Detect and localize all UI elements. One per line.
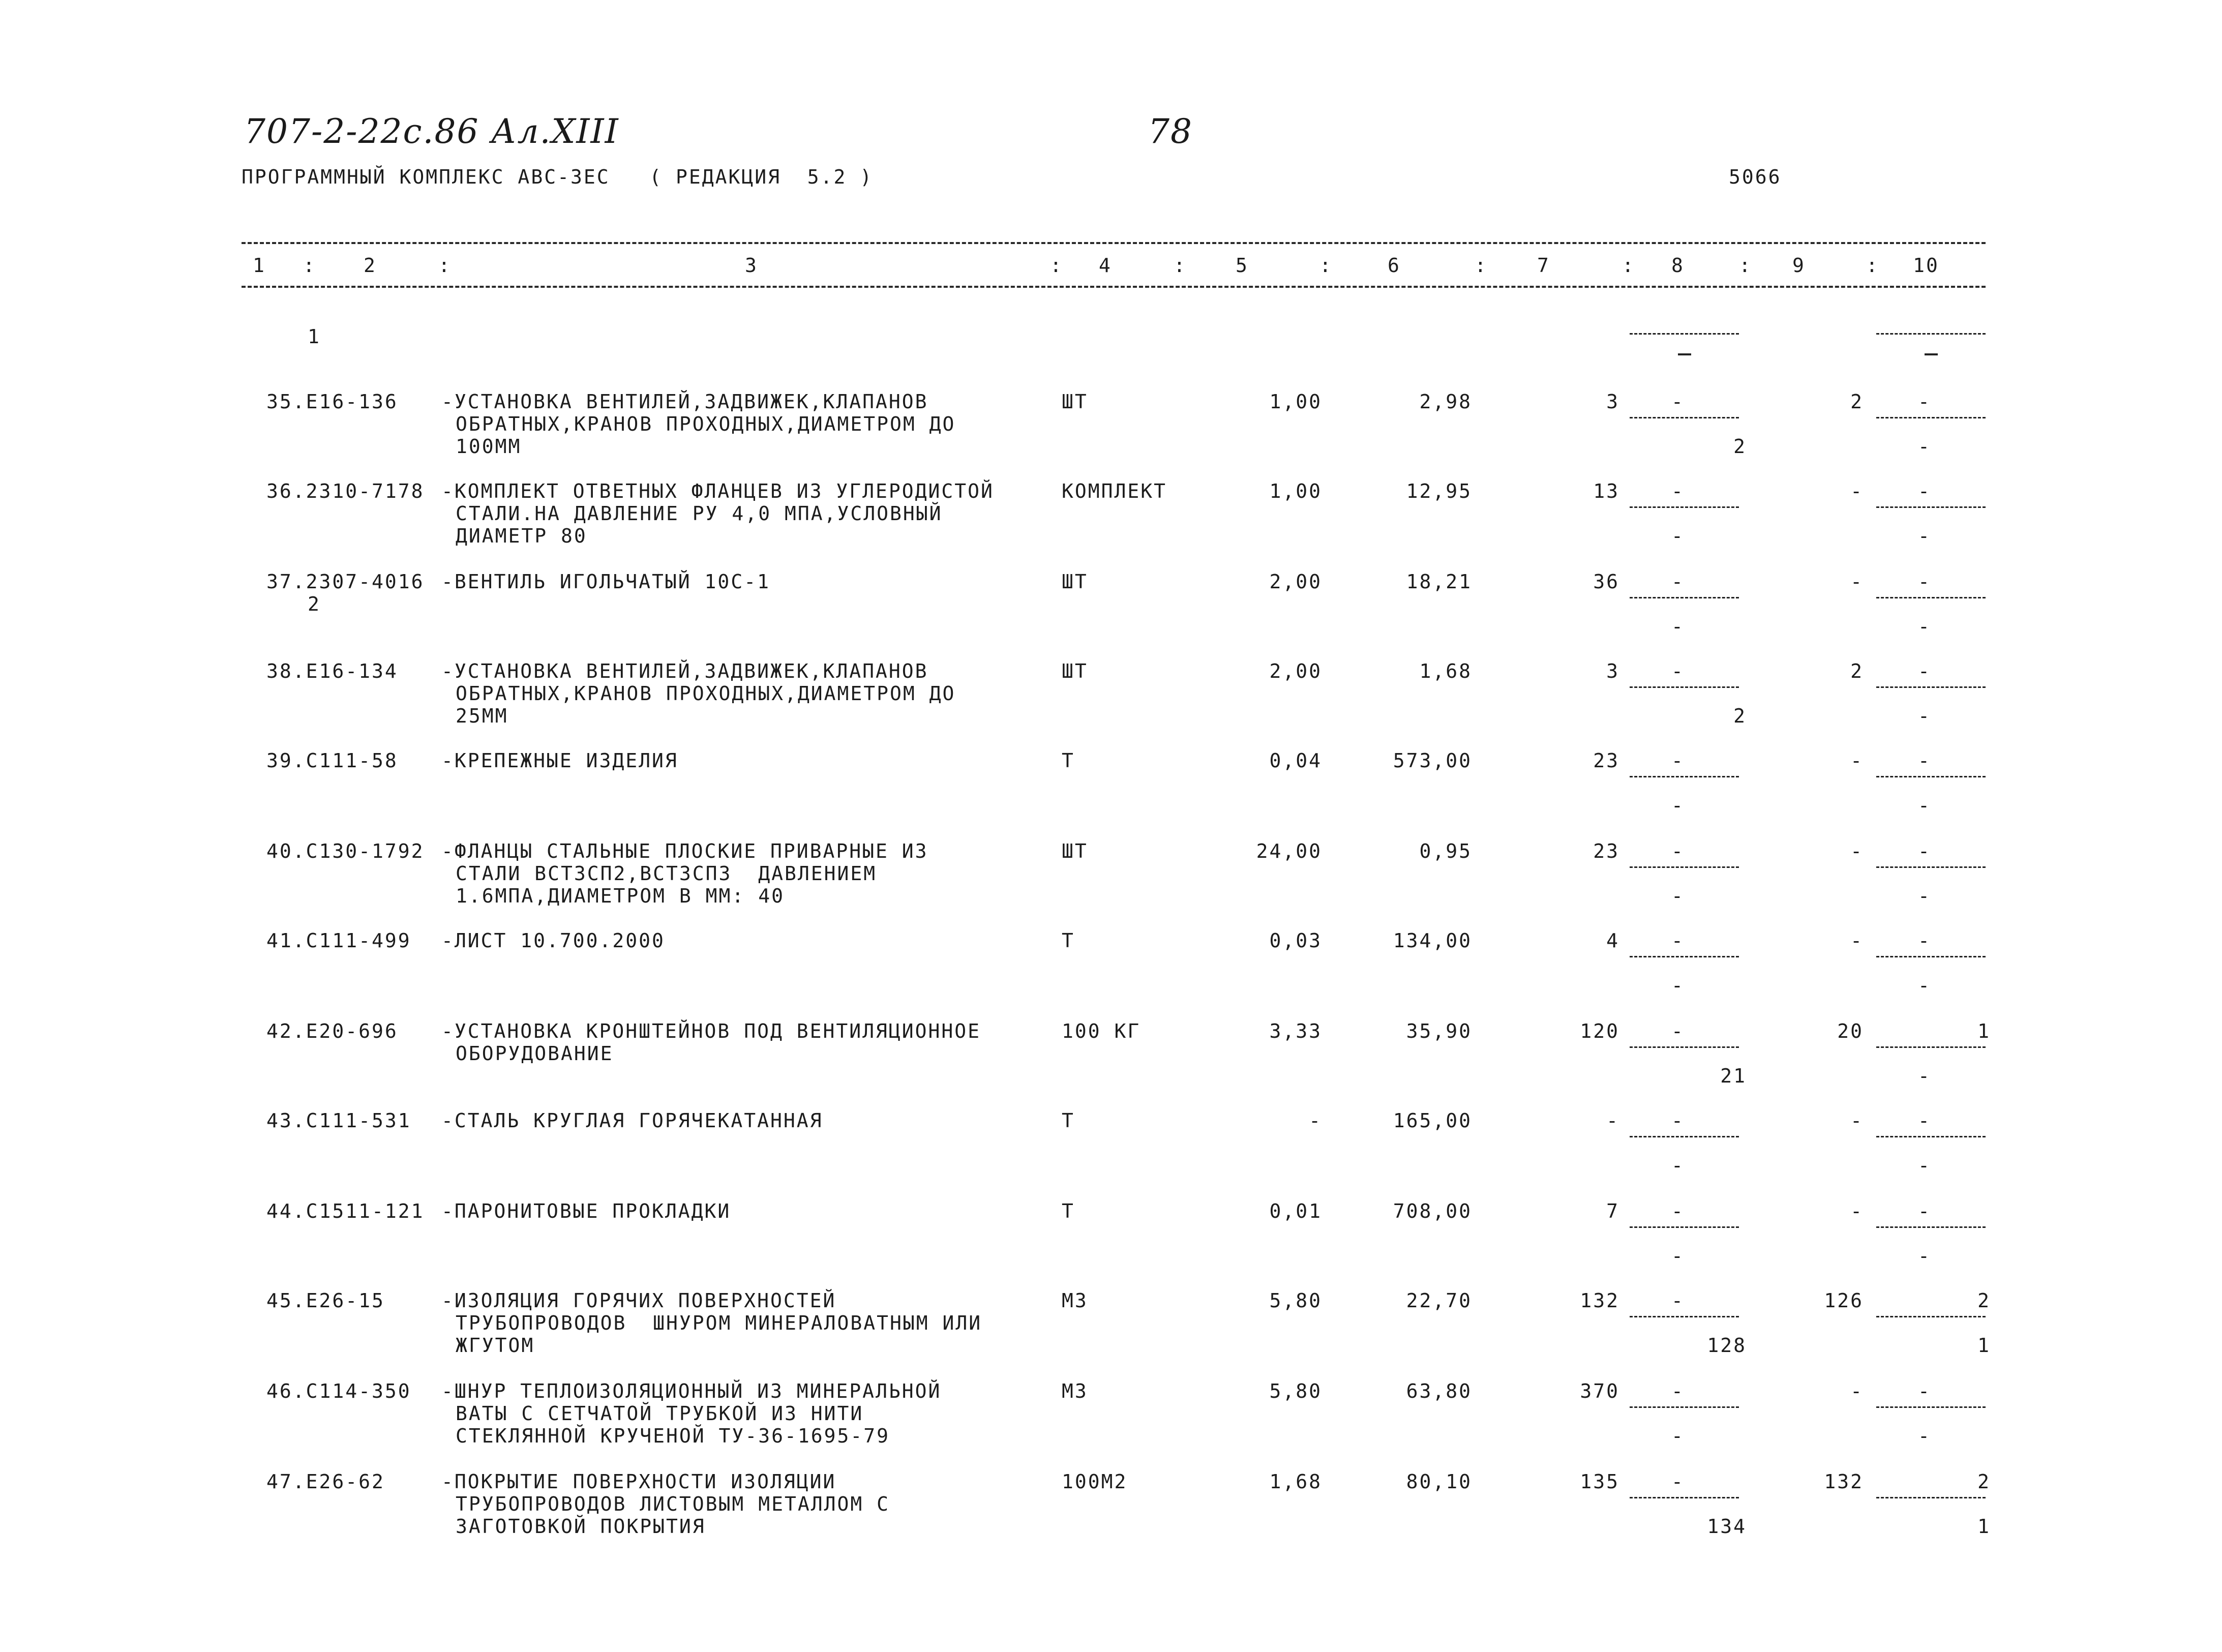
row-col8-bottom: 2 [1733, 435, 1747, 458]
row-description-line: -ФЛАНЦЫ СТАЛЬНЫЕ ПЛОСКИЕ ПРИВАРНЫЕ ИЗ [441, 840, 928, 862]
table-header-rule [242, 286, 1986, 288]
row-col10-top: - [1918, 1380, 1931, 1402]
row-col8-divider [1630, 1046, 1739, 1048]
row-col10-divider [1876, 866, 1986, 868]
row-col9: - [1850, 1380, 1864, 1402]
column-separator: : [1174, 254, 1187, 277]
row-col10-bottom: - [1918, 1065, 1931, 1087]
row-price: 708,00 [1393, 1200, 1472, 1222]
column-separator: : [1622, 254, 1635, 277]
row-description-line: ОБРАТНЫХ,КРАНОВ ПРОХОДНЫХ,ДИАМЕТРОМ ДО [456, 682, 956, 705]
row-unit: Т [1062, 1200, 1075, 1222]
row-cost-total: 4 [1606, 929, 1619, 952]
row-code: 43.С111-531 [266, 1109, 411, 1132]
row-description-line: -УСТАНОВКА КРОНШТЕЙНОВ ПОД ВЕНТИЛЯЦИОННОЕ [441, 1020, 981, 1042]
row-col10-bottom: 1 [1977, 1515, 1991, 1538]
top-marker-col10-dash [1925, 353, 1938, 355]
row-col10-bottom: - [1918, 974, 1931, 997]
row-col8-bottom: 2 [1733, 705, 1747, 727]
row-col8-bottom: - [1671, 1154, 1685, 1177]
column-number-header: 4 [1099, 254, 1112, 277]
row-col10-bottom: - [1918, 1425, 1931, 1447]
sheet-code: 5066 [1729, 166, 1782, 188]
row-price: 18,21 [1406, 570, 1472, 593]
row-price: 12,95 [1406, 480, 1472, 502]
row-cost-total: - [1606, 1109, 1619, 1132]
row-col8-top: - [1671, 570, 1685, 593]
row-col10-top: - [1918, 660, 1931, 682]
column-separator: : [303, 254, 316, 277]
row-unit: ШТ [1062, 660, 1088, 682]
row-col10-top: - [1918, 749, 1931, 772]
row-description-line: ТРУБОПРОВОДОВ ШНУРОМ МИНЕРАЛОВАТНЫМ ИЛИ [456, 1312, 982, 1334]
column-separator: : [1739, 254, 1752, 277]
row-col10-divider [1876, 1406, 1986, 1408]
row-col10-bottom: - [1918, 794, 1931, 817]
row-unit: Т [1062, 749, 1075, 772]
row-unit: М3 [1062, 1289, 1088, 1312]
row-col8-divider [1630, 1406, 1739, 1408]
row-col10-top: - [1918, 570, 1931, 593]
row-cost-total: 3 [1606, 660, 1619, 682]
row-description-line: -ЛИСТ 10.700.2000 [441, 929, 665, 952]
row-cost-total: 120 [1580, 1020, 1619, 1042]
row-quantity: 5,80 [1269, 1289, 1322, 1312]
row-code: 36.2310-7178 [266, 480, 425, 502]
row-description-line: 25ММ [456, 705, 508, 727]
row-cost-total: 7 [1606, 1200, 1619, 1222]
row-col10-top: 2 [1977, 1289, 1991, 1312]
row-code: 46.С114-350 [266, 1380, 411, 1402]
row-price: 165,00 [1393, 1109, 1472, 1132]
row-description-line: СТАЛИ ВСТ3СП2,ВСТ3СП3 ДАВЛЕНИЕМ [456, 862, 877, 885]
row-unit: Т [1062, 929, 1075, 952]
row-description-line: -КРЕПЕЖНЫЕ ИЗДЕЛИЯ [441, 749, 678, 772]
row-description-line: -УСТАНОВКА ВЕНТИЛЕЙ,ЗАДВИЖЕК,КЛАПАНОВ [441, 391, 928, 413]
row-col9: - [1850, 480, 1864, 502]
row-col10-bottom: - [1918, 1245, 1931, 1267]
row-description-line: ЖГУТОМ [456, 1334, 535, 1357]
row-description-line: -СТАЛЬ КРУГЛАЯ ГОРЯЧЕКАТАННАЯ [441, 1109, 823, 1132]
row-col9: 126 [1824, 1289, 1864, 1312]
row-col10-divider [1876, 1316, 1986, 1317]
row-price: 134,00 [1393, 929, 1472, 952]
row-price: 1,68 [1419, 660, 1472, 682]
row-quantity: - [1309, 1109, 1322, 1132]
row-col8-divider [1630, 417, 1739, 418]
row-col10-divider [1876, 956, 1986, 957]
row-price: 80,10 [1406, 1470, 1472, 1493]
row-col10-bottom: - [1918, 435, 1931, 458]
row-col9: 132 [1824, 1470, 1864, 1493]
row-price: 573,00 [1393, 749, 1472, 772]
row-col8-top: - [1671, 1470, 1685, 1493]
top-marker-col8-dash [1678, 353, 1691, 355]
column-number-header: 9 [1792, 254, 1806, 277]
row-col8-bottom: 21 [1720, 1065, 1747, 1087]
row-unit: КОМПЛЕКТ [1062, 480, 1167, 502]
column-separator: : [1866, 254, 1879, 277]
row-col8-top: - [1671, 1020, 1685, 1042]
row-col8-divider [1630, 866, 1739, 868]
row-quantity: 3,33 [1269, 1020, 1322, 1042]
row-col8-top: - [1671, 1109, 1685, 1132]
row-col8-top: - [1671, 391, 1685, 413]
row-code: 41.С111-499 [266, 929, 411, 952]
column-separator: : [1475, 254, 1488, 277]
row-col8-divider [1630, 1226, 1739, 1228]
column-number-header: 5 [1236, 254, 1249, 277]
row-description-line: ДИАМЕТР 80 [456, 525, 587, 547]
row-col8-top: - [1671, 840, 1685, 862]
row-col10-divider [1876, 1497, 1986, 1498]
row-cost-total: 135 [1580, 1470, 1619, 1493]
row-quantity: 2,00 [1269, 570, 1322, 593]
row-description-line: -ПОКРЫТИЕ ПОВЕРХНОСТИ ИЗОЛЯЦИИ [441, 1470, 836, 1493]
row-col10-bottom: - [1918, 705, 1931, 727]
row-col8-bottom: - [1671, 525, 1685, 547]
row-cost-total: 23 [1593, 840, 1619, 862]
row-description-line: -УСТАНОВКА ВЕНТИЛЕЙ,ЗАДВИЖЕК,КЛАПАНОВ [441, 660, 928, 682]
row-col8-top: - [1671, 1289, 1685, 1312]
row-col10-divider [1876, 1226, 1986, 1228]
row-col10-bottom: - [1918, 525, 1931, 547]
row-unit: Т [1062, 1109, 1075, 1132]
row-col10-top: - [1918, 840, 1931, 862]
row-col10-divider [1876, 417, 1986, 418]
row-col8-top: - [1671, 660, 1685, 682]
row-unit: ШТ [1062, 570, 1088, 593]
row-code: 39.С111-58 [266, 749, 398, 772]
row-col9: - [1850, 749, 1864, 772]
row-col10-divider [1876, 506, 1986, 508]
row-description-line: -ШНУР ТЕПЛОИЗОЛЯЦИОННЫЙ ИЗ МИНЕРАЛЬНОЙ [441, 1380, 942, 1402]
row-unit: ШТ [1062, 391, 1088, 413]
row-price: 2,98 [1419, 391, 1472, 413]
row-price: 63,80 [1406, 1380, 1472, 1402]
column-number-header: 7 [1537, 254, 1550, 277]
row-description-line: СТЕКЛЯННОЙ КРУЧЕНОЙ ТУ-36-1695-79 [456, 1425, 890, 1447]
row-col10-top: - [1918, 1200, 1931, 1222]
row-code: 47.Е26-62 [266, 1470, 385, 1493]
row-col8-bottom: - [1671, 974, 1685, 997]
top-marker-col8-line [1630, 333, 1739, 335]
row-code: 44.С1511-121 [266, 1200, 425, 1222]
column-number-header: 8 [1671, 254, 1685, 277]
row-price: 22,70 [1406, 1289, 1472, 1312]
top-marker-col1: 1 [308, 325, 321, 348]
row-col9: - [1850, 1109, 1864, 1132]
row-col8-divider [1630, 686, 1739, 688]
row-col10-divider [1876, 1046, 1986, 1048]
top-marker-col10-line [1876, 333, 1986, 335]
row-description-line: ВАТЫ С СЕТЧАТОЙ ТРУБКОЙ ИЗ НИТИ [456, 1402, 864, 1425]
row-col9: - [1850, 929, 1864, 952]
row-col8-divider [1630, 1497, 1739, 1498]
row-unit: 100 КГ [1062, 1020, 1141, 1042]
row-description-line: 1.6МПА,ДИАМЕТРОМ В ММ: 40 [456, 885, 785, 907]
row-cost-total: 3 [1606, 391, 1619, 413]
row-col10-bottom: - [1918, 885, 1931, 907]
row-quantity: 0,03 [1269, 929, 1322, 952]
handwritten-code: 707-2-22с.86 Ал.XIII [244, 112, 619, 151]
row-col8-top: - [1671, 1380, 1685, 1402]
row-code: 40.С130-1792 [266, 840, 425, 862]
row-col10-bottom: 1 [1977, 1334, 1991, 1357]
row-col10-top: - [1918, 391, 1931, 413]
row-cost-total: 36 [1593, 570, 1619, 593]
row-col10-top: 2 [1977, 1470, 1991, 1493]
row-col8-bottom: - [1671, 615, 1685, 638]
row-col8-top: - [1671, 1200, 1685, 1222]
column-separator: : [1319, 254, 1333, 277]
row-col10-top: - [1918, 1109, 1931, 1132]
row-col8-divider [1630, 956, 1739, 957]
row-quantity: 5,80 [1269, 1380, 1322, 1402]
row-code-continuation: 2 [308, 593, 321, 615]
row-col9: 20 [1837, 1020, 1864, 1042]
row-col9: - [1850, 840, 1864, 862]
row-unit: М3 [1062, 1380, 1088, 1402]
row-col8-bottom: - [1671, 794, 1685, 817]
row-col8-divider [1630, 506, 1739, 508]
row-col8-divider [1630, 776, 1739, 777]
row-cost-total: 370 [1580, 1380, 1619, 1402]
row-col10-top: - [1918, 480, 1931, 502]
row-description-line: ТРУБОПРОВОДОВ ЛИСТОВЫМ МЕТАЛЛОМ С [456, 1493, 890, 1515]
column-number-header: 1 [253, 254, 266, 277]
row-col8-bottom: - [1671, 1245, 1685, 1267]
row-unit: 100М2 [1062, 1470, 1128, 1493]
row-description-line: СТАЛИ.НА ДАВЛЕНИЕ РУ 4,0 МПА,УСЛОВНЫЙ [456, 502, 943, 525]
row-col10-bottom: - [1918, 1154, 1931, 1177]
row-col8-top: - [1671, 480, 1685, 502]
row-code: 45.Е26-15 [266, 1289, 385, 1312]
row-col10-top: - [1918, 929, 1931, 952]
row-description-line: ОБРАТНЫХ,КРАНОВ ПРОХОДНЫХ,ДИАМЕТРОМ ДО [456, 413, 956, 435]
column-number-header: 6 [1388, 254, 1401, 277]
row-code: 42.Е20-696 [266, 1020, 398, 1042]
table-top-rule [242, 242, 1986, 244]
row-code: 37.2307-4016 [266, 570, 425, 593]
row-col8-bottom: 128 [1707, 1334, 1747, 1357]
row-col8-divider [1630, 597, 1739, 598]
page-number: 78 [1148, 112, 1193, 151]
row-cost-total: 13 [1593, 480, 1619, 502]
row-quantity: 1,00 [1269, 391, 1322, 413]
row-col9: 2 [1850, 660, 1864, 682]
column-separator: : [1050, 254, 1063, 277]
row-quantity: 0,04 [1269, 749, 1322, 772]
column-number-header: 2 [364, 254, 377, 277]
row-col10-divider [1876, 597, 1986, 598]
row-col8-bottom: 134 [1707, 1515, 1747, 1538]
row-col9: - [1850, 1200, 1864, 1222]
row-col8-bottom: - [1671, 885, 1685, 907]
row-code: 38.Е16-134 [266, 660, 398, 682]
row-col9: - [1850, 570, 1864, 593]
row-col10-divider [1876, 686, 1986, 688]
row-quantity: 24,00 [1256, 840, 1322, 862]
row-col8-top: - [1671, 929, 1685, 952]
row-description-line: -КОМПЛЕКТ ОТВЕТНЫХ ФЛАНЦЕВ ИЗ УГЛЕРОДИСТОЙ [441, 480, 994, 502]
row-col10-divider [1876, 1136, 1986, 1137]
row-col10-bottom: - [1918, 615, 1931, 638]
column-number-header: 3 [745, 254, 758, 277]
row-description-line: ОБОРУДОВАНИЕ [456, 1042, 614, 1065]
row-cost-total: 132 [1580, 1289, 1619, 1312]
row-description-line: -ИЗОЛЯЦИЯ ГОРЯЧИХ ПОВЕРХНОСТЕЙ [441, 1289, 836, 1312]
column-separator: : [438, 254, 452, 277]
row-col8-divider [1630, 1136, 1739, 1137]
row-col8-bottom: - [1671, 1425, 1685, 1447]
row-code: 35.Е16-136 [266, 391, 398, 413]
row-quantity: 0,01 [1269, 1200, 1322, 1222]
row-description-line: -ВЕНТИЛЬ ИГОЛЬЧАТЫЙ 10С-1 [441, 570, 770, 593]
row-col9: 2 [1850, 391, 1864, 413]
row-quantity: 2,00 [1269, 660, 1322, 682]
row-unit: ШТ [1062, 840, 1088, 862]
row-col10-top: 1 [1977, 1020, 1991, 1042]
row-cost-total: 23 [1593, 749, 1619, 772]
row-quantity: 1,68 [1269, 1470, 1322, 1493]
row-col8-top: - [1671, 749, 1685, 772]
row-description-line: -ПАРОНИТОВЫЕ ПРОКЛАДКИ [441, 1200, 731, 1222]
program-line: ПРОГРАММНЫЙ КОМПЛЕКС АВС-3ЕС ( РЕДАКЦИЯ 5.2 ) [242, 166, 874, 188]
row-price: 35,90 [1406, 1020, 1472, 1042]
row-quantity: 1,00 [1269, 480, 1322, 502]
row-description-line: 100ММ [456, 435, 522, 458]
row-col10-divider [1876, 776, 1986, 777]
column-number-header: 10 [1913, 254, 1939, 277]
row-description-line: ЗАГОТОВКОЙ ПОКРЫТИЯ [456, 1515, 706, 1538]
row-price: 0,95 [1419, 840, 1472, 862]
row-col8-divider [1630, 1316, 1739, 1317]
